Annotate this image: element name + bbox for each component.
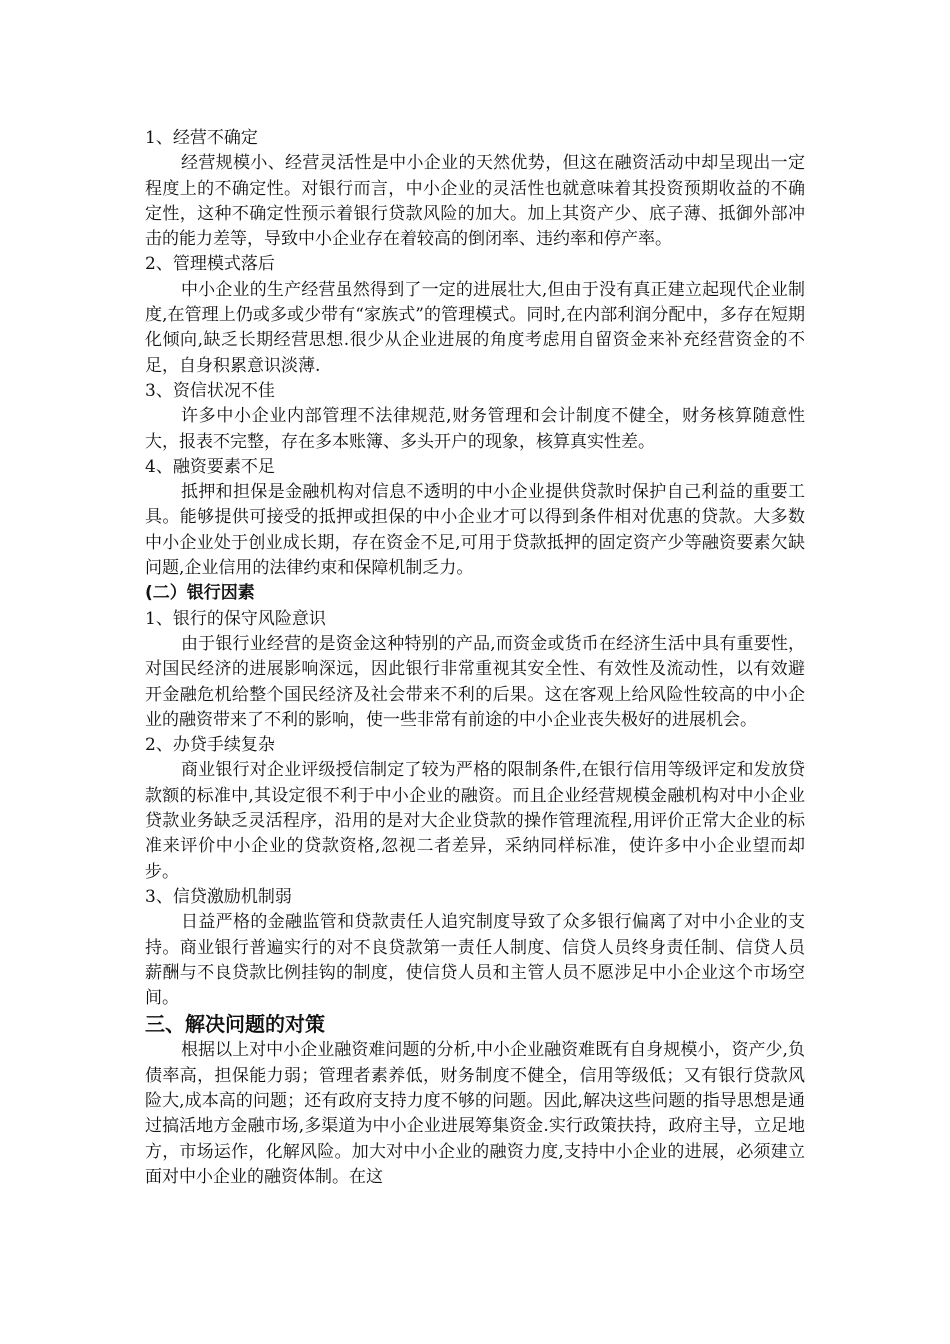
- subsection-heading: 2、管理模式落后: [145, 254, 275, 275]
- subsection-heading: 4、融资要素不足: [145, 456, 275, 477]
- body-paragraph: 许多中小企业内部管理不法律规范,财务管理和会计制度不健全，财务核算随意性大，报表不完整，存在多本账簿、多头开户的现象，核算真实性差。: [145, 406, 805, 452]
- subsection-heading: 2、办贷手续复杂: [145, 735, 275, 756]
- body-paragraph: 商业银行对企业评级授信制定了较为严格的限制条件,在银行信用等级评定和发放贷款额的标准中,其设定很不利于中小企业的融资。而且企业经营规模金融机构对中小企业贷款业务缺乏灵活程序，沿用的是对大企业贷款的操作管理流程,用评价正常大企业的标准来评价中小企业的贷款资格,忽视二者差异，采纳同样标准，使许多中小企业望而却步。: [145, 760, 805, 882]
- body-paragraph: 根据以上对中小企业融资难问题的分析,中小企业融资难既有自身规模小，资产少,负债率高，担保能力弱；管理者素养低，财务制度不健全，信用等级低；又有银行贷款风险大,成本高的问题；还有政府支持力度不够的问题。因此,解决这些问题的指导思想是通过搞活地方金融市场,多渠道为中小企业进展筹集资金.实行政策扶持，政府主导，立足地方，市场运作，化解风险。加大对中小企业的融资力度,支持中小企业的进展，必须建立面对中小企业的融资体制。在这: [145, 1040, 805, 1187]
- body-paragraph: 经营规模小、经营灵活性是中小企业的天然优势，但这在融资活动中却呈现出一定程度上的不确定性。对银行而言，中小企业的灵活性也就意味着其投资预期收益的不确定性，这种不确定性预示着银行贷款风险的加大。加上其资产少、底子薄、抵御外部冲击的能力差等，导致中小企业存在着较高的倒闭率、违约率和停产率。: [145, 153, 805, 250]
- chapter-heading: 三、解决问题的对策: [145, 1012, 325, 1037]
- body-paragraph: 由于银行业经营的是资金这种特别的产品,而资金或货币在经济生活中具有重要性，对国民经济的进展影响深远，因此银行非常重视其安全性、有效性及流动性，以有效避开金融危机给整个国民经济及社会带来不利的后果。这在客观上给风险性较高的中小企业的融资带来了不利的影响，使一些非常有前途的中小企业丧失极好的进展机会。: [145, 633, 805, 730]
- body-paragraph: 中小企业的生产经营虽然得到了一定的进展壮大,但由于没有真正建立起现代企业制度,在管理上仍或多或少带有“家族式”的管理模式。同时,在内部利润分配中，多存在短期化倾向,缺乏长期经营思想.很少从企业进展的角度考虑用自留资金来补充经营资金的不足，自身积累意识淡薄.: [145, 279, 805, 376]
- subsection-heading: 3、资信状况不佳: [145, 380, 275, 401]
- body-paragraph: 日益严格的金融监管和贷款责任人追究制度导致了众多银行偏离了对中小企业的支持。商业银行普遍实行的对不良贷款第一责任人制度、信贷人员终身责任制、信贷人员薪酬与不良贷款比例挂钩的制度，使信贷人员和主管人员不愿涉足中小企业这个市场空间。: [145, 912, 805, 1009]
- subsection-heading: 1、经营不确定: [145, 128, 258, 148]
- document-body: [145, 126, 805, 1190]
- section-heading: (二）银行因素: [145, 583, 255, 604]
- subsection-heading: 1、银行的保守风险意识: [145, 608, 326, 629]
- subsection-heading: 3、信贷激励机制弱: [145, 886, 292, 907]
- body-paragraph: 抵押和担保是金融机构对信息不透明的中小企业提供贷款时保护自己利益的重要工具。能够提供可接受的抵押或担保的中小企业才可以得到条件相对优惠的贷款。大多数中小企业处于创业成长期，存在资金不足,可用于贷款抵押的固定资产少等融资要素欠缺问题,企业信用的法律约束和保障机制乏力。: [145, 482, 805, 579]
